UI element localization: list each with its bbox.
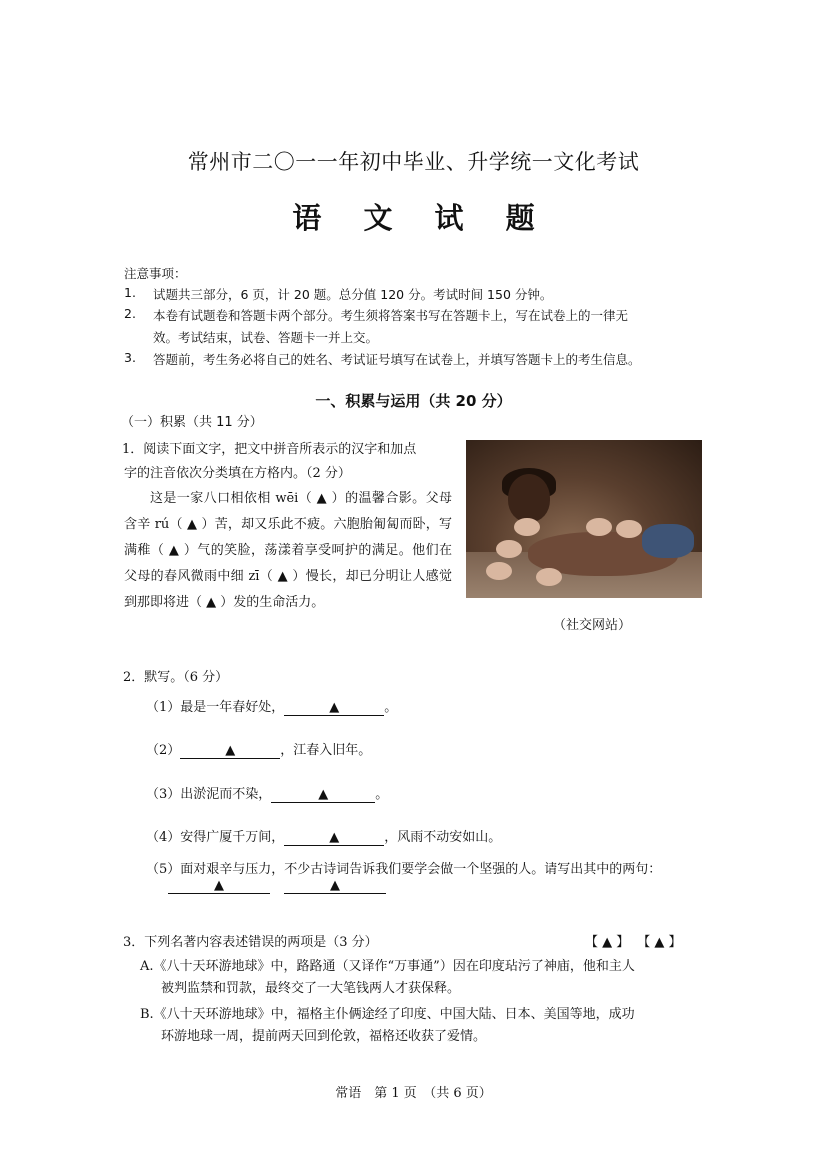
answer-blank[interactable]: ▲ <box>271 787 375 803</box>
answer-box[interactable]: 【 ▲ 】 <box>585 935 630 950</box>
photo-caption: （社交网站） <box>553 618 632 633</box>
q2-item-tail: ，江春入旧年。 <box>280 743 372 758</box>
note-text: 本卷有试题卷和答题卡两个部分。考生须将答案书写在答题卡上，写在试卷上的一律无 <box>153 308 629 323</box>
q2-item-label: （3）出淤泥而不染， <box>146 787 272 802</box>
page-footer: 常语 第 1 页 （共 6 页） <box>335 1086 492 1101</box>
q2-item-label: （1）最是一年春好处， <box>146 700 285 715</box>
q3-option-a-cont: 被判监禁和罚款，最终交了一大笔钱两人才获保释。 <box>161 981 461 996</box>
answer-box[interactable]: 【 ▲ 】 <box>637 935 682 950</box>
subject-title: 语 文 试 题 <box>292 201 551 235</box>
note-text: 试题共三部分，6 页，计 20 题。总分值 120 分。考试时间 150 分钟。 <box>153 287 553 302</box>
q3-title: 3．下列名著内容表述错误的两项是（3 分） <box>123 935 378 950</box>
section-heading: 一、积累与运用（共 20 分） <box>315 392 512 410</box>
answer-blank[interactable]: ▲ <box>284 878 386 894</box>
note-text: 答题前，考生务必将自己的姓名、考试证号填写在试卷上，并填写答题卡上的考生信息。 <box>153 352 641 367</box>
q2-item <box>146 783 388 803</box>
q3-option-b-cont: 环游地球一周，提前两天回到伦敦，福格还收获了爱情。 <box>161 1029 487 1044</box>
q2-item-tail: 。 <box>375 787 389 802</box>
q2-item-blanks <box>168 878 386 894</box>
q2-item <box>146 739 371 759</box>
note-number: 2. <box>124 306 136 321</box>
note-number: 1. <box>124 285 136 300</box>
q2-title: 2．默写。（6 分） <box>123 670 229 685</box>
q1-prompt-line2: 字的注音依次分类填在方格内。（2 分） <box>124 466 351 481</box>
q2-item: （5）面对艰辛与压力，不少古诗词告诉我们要学会做一个坚强的人。请写出其中的两句： <box>146 862 662 877</box>
sub-section-heading: （一）积累（共 11 分） <box>121 415 263 430</box>
note-text: 效。考试结束，试卷、答题卡一并上交。 <box>153 330 379 345</box>
q2-item <box>146 696 397 716</box>
q2-item-tail: 。 <box>384 700 398 715</box>
q3-option-a: A.《八十天环游地球》中，路路通（又译作“万事通”）因在印度玷污了神庙，他和主人 <box>140 959 635 974</box>
note-number: 3. <box>124 350 136 365</box>
notes-heading: 注意事项： <box>124 266 187 281</box>
q2-item-tail: ，风雨不动安如山。 <box>384 830 502 845</box>
q3-answer-boxes <box>585 931 682 950</box>
q2-item <box>146 826 501 846</box>
answer-blank[interactable]: ▲ <box>180 743 280 759</box>
q1-prompt-line1: 1．阅读下面文字，把文中拼音所表示的汉字和加点 <box>122 442 417 457</box>
answer-blank[interactable]: ▲ <box>168 878 270 894</box>
q1-passage: 这是一家八口相依相 wēi（ ▲ ）的温馨合影。父母含辛 rú（ ▲ ）苦，却又乐此不疲。六胞胎匍匐而卧，写满稚（ ▲ ）气的笑脸，荡漾着享受呵护的满足。他们在父母的春风微雨中细 zī（ ▲ ）慢长，却已分明让人感觉到那即将进（ ▲ ）发的生命活力。 <box>124 491 452 610</box>
answer-blank[interactable]: ▲ <box>284 700 384 716</box>
q3-option-b: B.《八十天环游地球》中，福格主仆俩途经了印度、中国大陆、日本、美国等地，成功 <box>140 1007 635 1022</box>
q2-item-label: （2） <box>146 743 181 758</box>
family-photo <box>466 440 702 598</box>
answer-blank[interactable]: ▲ <box>284 830 384 846</box>
q2-item-label: （4）安得广厦千万间， <box>146 830 285 845</box>
exam-title: 常州市二〇一一年初中毕业、升学统一文化考试 <box>187 150 640 174</box>
